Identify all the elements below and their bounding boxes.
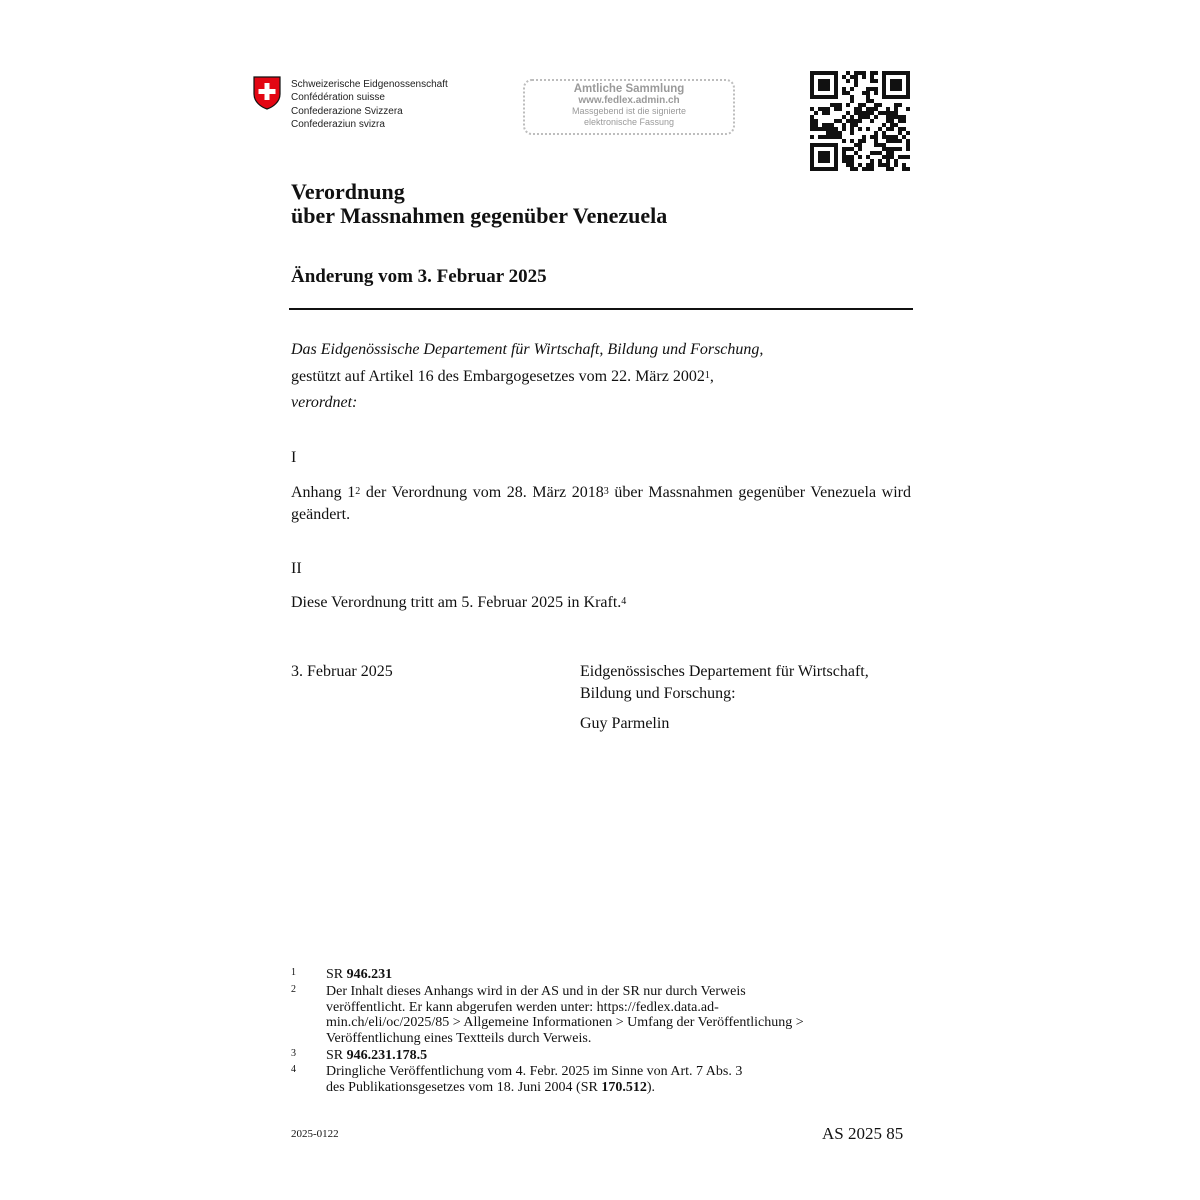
title-line-2: über Massnahmen gegenüber Venezuela [291,203,668,228]
official-collection-reference: AS 2025 85 [822,1124,904,1143]
footnote-4-number: 4 [291,1064,296,1075]
signing-department-line-1: Eidgenössisches Departement für Wirtschaft, [580,663,869,680]
section-1-label: I [291,449,297,466]
stamp-line-3: Massgebend ist die signierte [571,106,687,116]
section-2-text [291,592,626,614]
amendment-date-heading: Änderung vom 3. Februar 2025 [291,266,547,287]
title-divider [289,308,913,310]
enacting-formula: verordnet: [291,394,358,411]
confederation-name-it: Confederazione Svizzera [291,105,403,117]
qr-code-icon [810,71,910,171]
legal-basis-end: , [709,368,714,385]
section-1-text-c: über Massnahmen gegenüber Venezuela wird geändert. [291,484,912,523]
footnote-ref-3: 3 [603,486,609,497]
section-1-text-b: der Verordnung vom 28. März 2018 [360,484,604,501]
footnote-ref-2: 2 [355,486,361,497]
footnote-3 [291,1048,911,1064]
section-1-text-a: Anhang 1 [291,484,356,501]
legal-basis [291,366,714,388]
footnote-3-number: 3 [291,1048,296,1059]
stamp-line-4: elektronische Fassung [583,117,675,127]
footnote-ref-4: 4 [621,596,627,607]
confederation-name-fr: Confédération suisse [291,92,385,104]
signing-department [580,661,920,705]
confederation-name-rm: Confederaziun svizra [291,119,385,131]
footnote-1-sr-number: 946.231 [346,967,393,982]
footnote-2-line-1: Der Inhalt dieses Anhangs wird in der AS und in der SR nur durch Verweis [326,984,746,999]
stamp-line-1: Amtliche Sammlung [573,83,685,95]
footnote-4-line-2-suffix: ). [646,1079,655,1095]
entry-into-force-text: Diese Verordnung tritt am 5. Februar 2025 in Kraft. [291,594,622,611]
stamp-line-2: www.fedlex.admin.ch [578,95,680,106]
section-2-label: II [291,560,302,577]
footnote-4-line-2-prefix: des Publikationsgesetzes vom 18. Juni 2004 (SR [326,1079,602,1095]
confederation-name-de: Schweizerische Eidgenossenschaft [291,79,448,90]
footnote-1 [291,967,911,983]
footnote-2 [291,984,911,1046]
footnote-3-prefix: SR [326,1048,347,1063]
footnote-4-line-1: Dringliche Veröffentlichung vom 4. Febr. 2025 im Sinne von Art. 7 Abs. 3 [326,1064,743,1079]
footnote-1-number: 1 [291,967,296,978]
footnote-ref-1: 1 [704,370,710,381]
footnote-3-sr-number: 946.231.178.5 [346,1048,428,1063]
footnote-4 [291,1064,911,1095]
document-code: 2025-0122 [291,1128,339,1140]
swiss-coat-of-arms-icon [253,76,281,110]
legal-basis-text: gestützt auf Artikel 16 des Embargogesetzes vom 22. März 2002 [291,368,705,385]
footnote-2-line-3: min.ch/eli/oc/2025/85 > Allgemeine Informationen > Umfang der Veröffentlichung > [326,1015,804,1030]
issuing-authority: Das Eidgenössische Departement für Wirtschaft, Bildung und Forschung, [291,341,764,358]
footnote-1-prefix: SR [326,967,347,982]
signatory-name: Guy Parmelin [580,715,670,732]
title-line-1: Verordnung [291,179,405,204]
official-collection-stamp [523,79,735,135]
footnote-2-number: 2 [291,984,296,995]
section-1-text [291,482,911,526]
signing-department-line-2: Bildung und Forschung: [580,685,736,702]
footnote-4-sr-number: 170.512 [601,1079,647,1095]
document-title [291,180,667,228]
footnote-2-line-2: veröffentlicht. Er kann abgerufen werden unter: https://fedlex.data.ad- [326,999,719,1015]
confederation-names [291,78,448,132]
footnote-2-line-4: Veröffentlichung eines Textteils durch Verweis. [326,1030,592,1046]
signature-date: 3. Februar 2025 [291,663,393,680]
